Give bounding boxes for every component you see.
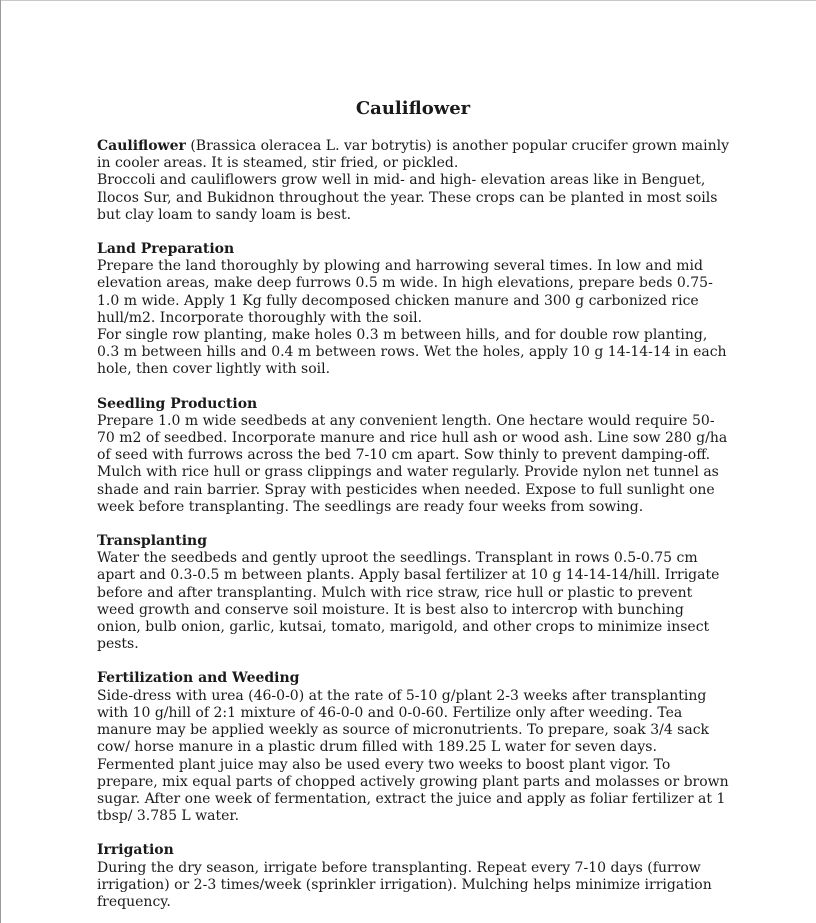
section-paragraph: Water the seedbeds and gently uproot the seedlings. Transplant in rows 0.5-0.75 cm apart and 0.3-0.5 m between plants. Apply basal fertilizer at 10 g 14-14-14/hill. Irrigate before and after transplanting. Mulch with rice straw, rice hull or plastic to prevent weed growth and conserve soil moisture. It is best also to intercrop with bunching onion, bulb onion, garlic, kutsai, tomato, marigold, and other crops to minimize insect pests. (97, 550, 720, 653)
intro-paragraph (97, 138, 729, 172)
section-paragraph: Prepare the land thoroughly by plowing and harrowing several times. In low and mid elevation areas, make deep furrows 0.5 m wide. In high elevations, prepare beds 0.75-1.0 m wide. Apply 1 Kg fully decomposed chicken manure and 300 g carbonized rice hull/m2. Incorporate thoroughly with the soil. (97, 258, 713, 326)
section-transplanting (97, 533, 729, 653)
intro-lead-bold: Cauliflower (97, 138, 186, 154)
document-title: Cauliflower (355, 98, 471, 119)
section-heading: Seedling Production (97, 395, 258, 412)
section-irrigation (97, 842, 729, 911)
section-seedling-production (97, 396, 729, 516)
intro-section (97, 138, 729, 224)
page-top-edge (0, 0, 816, 1)
section-fertilization-weeding (97, 670, 729, 825)
section-heading: Fertilization and Weeding (97, 670, 300, 687)
document-body (97, 98, 729, 911)
section-heading: Land Preparation (97, 241, 235, 258)
intro-paragraph-2: Broccoli and cauliflowers grow well in mid- and high- elevation areas like in Benguet, Ilocos Sur, and Bukidnon throughout the year. These crops can be planted in most soils but clay loam to sandy loam is best. (97, 172, 718, 223)
section-land-preparation (97, 241, 729, 379)
section-paragraph: During the dry season, irrigate before transplanting. Repeat every 7-10 days (furrow irrigation) or 2-3 times/week (sprinkler irrigation). Mulching helps minimize irrigation frequency. (97, 859, 712, 910)
section-paragraph: For single row planting, make holes 0.3 m between hills, and for double row planting, 0.3 m between hills and 0.4 m between rows. Wet the holes, apply 10 g 14-14-14 in each hole, then cover lightly with soil. (97, 327, 727, 378)
section-heading: Transplanting (97, 533, 208, 550)
page-left-edge (0, 0, 1, 923)
intro-lead-text: (Brassica oleracea L. var botrytis) is another popular crucifer grown mainly in cooler areas. It is steamed, stir fried, or pickled. (97, 138, 730, 172)
section-heading: Irrigation (97, 842, 174, 859)
section-paragraph: Side-dress with urea (46-0-0) at the rate of 5-10 g/plant 2-3 weeks after transplanting with 10 g/hill of 2:1 mixture of 46-0-0 and 0-0-60. Fertilize only after weeding. Tea manure may be applied weekly as source of micronutrients. To prepare, soak 3/4 sack cow/ horse manure in a plastic drum filled with 189.25 L water for seven days. Fermented plant juice may also be used every two weeks to boost plant vigor. To prepare, mix equal parts of chopped actively growing plant parts and molasses or brown sugar. After one week of fermentation, extract the juice and apply as foliar fertilizer at 1 tbsp/ 3.785 L water. (97, 687, 729, 825)
section-paragraph: Prepare 1.0 m wide seedbeds at any convenient length. One hectare would require 50-70 m2 of seedbed. Incorporate manure and rice hull ash or wood ash. Line sow 280 g/ha of seed with furrows across the bed 7-10 cm apart. Sow thinly to prevent damping-off. Mulch with rice hull or grass clippings and water regularly. Provide nylon net tunnel as shade and rain barrier. Spray with pesticides when needed. Expose to full sunlight one week before transplanting. The seedlings are ready four weeks from sowing. (97, 412, 728, 515)
